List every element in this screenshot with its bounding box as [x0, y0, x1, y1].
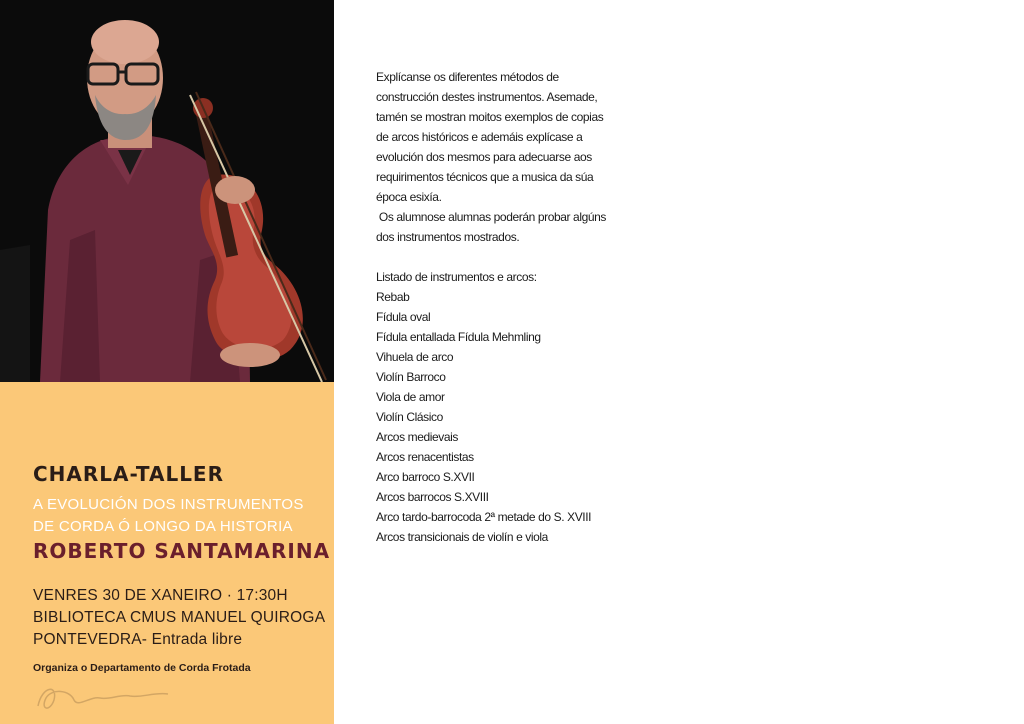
instrument-list-item: Viola de amor — [376, 390, 445, 404]
signature-watermark — [30, 676, 180, 716]
speaker-name: ROBERTO SANTAMARINA — [33, 539, 331, 563]
instrument-list-heading: Listado de instrumentos e arcos: — [376, 270, 537, 284]
instrument-list-item: Arcos transicionais de violín e viola — [376, 530, 548, 544]
event-city-entry: PONTEVEDRA- Entrada libre — [33, 631, 243, 648]
description-line: construcción destes instrumentos. Asemade, — [376, 90, 598, 104]
instrument-list-item: Arcos barrocos S.XVIII — [376, 490, 489, 504]
description-line: Explícanse os diferentes métodos de — [376, 70, 559, 84]
event-type-title: CHARLA-TALLER — [33, 462, 224, 486]
description-line: época esixía. — [376, 190, 442, 204]
event-date-time: VENRES 30 DE XANEIRO · 17:30H — [33, 587, 288, 604]
description-line: Os alumnose alumnas poderán probar algúns — [376, 210, 607, 224]
instrument-list-item: Rebab — [376, 290, 410, 304]
description-column — [376, 67, 636, 547]
event-venue: BIBLIOTECA CMUS MANUEL QUIROGA — [33, 609, 326, 626]
instrument-list-item: Fídula entallada Fídula Mehmling — [376, 330, 541, 344]
description-line: evolución dos mesmos para adecuarse aos — [376, 150, 592, 164]
instrument-list-item: Arcos renacentistas — [376, 450, 474, 464]
instrument-list-item: Violín Clásico — [376, 410, 443, 424]
instrument-list-item: Arco tardo-barrocoda 2ª metade do S. XVIII — [376, 510, 592, 524]
talk-subtitle: A EVOLUCIÓN DOS INSTRUMENTOS DE CORDA Ó LONGO DA HISTORIA — [33, 496, 304, 535]
description-line: tamén se mostran moitos exemplos de copias — [376, 110, 604, 124]
instrument-list-item: Arco barroco S.XVII — [376, 470, 475, 484]
organizer-credit: Organiza o Departamento de Corda Frotada — [33, 662, 251, 674]
poster-panel — [0, 0, 334, 724]
instrument-list-item: Fídula oval — [376, 310, 431, 324]
speaker-photo — [0, 0, 334, 382]
description-line: dos instrumentos mostrados. — [376, 230, 520, 244]
paragraph-spacer — [376, 247, 636, 267]
description-line: requirimentos técnicos que a musica da súa — [376, 170, 594, 184]
instrument-list-item: Arcos medievais — [376, 430, 459, 444]
instrument-list-item: Vihuela de arco — [376, 350, 454, 364]
description-line: de arcos históricos e ademáis explícase a — [376, 130, 583, 144]
instrument-list-item: Violín Barroco — [376, 370, 446, 384]
